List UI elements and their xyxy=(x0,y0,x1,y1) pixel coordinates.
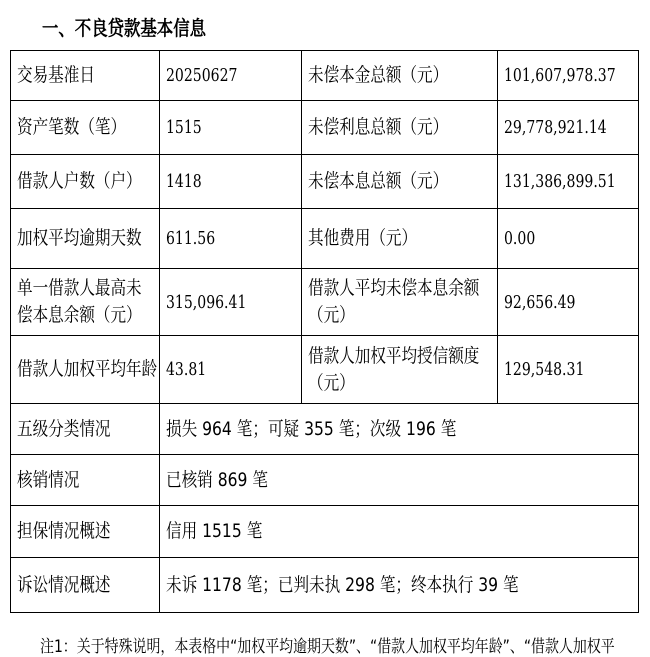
label-cell: 其他费用（元） xyxy=(302,209,498,269)
value-cell: 0.00 xyxy=(498,209,639,269)
loan-info-table xyxy=(10,50,639,613)
table-row xyxy=(11,155,639,209)
label-cell: 担保情况概述 xyxy=(11,506,160,558)
value-cell: 611.56 xyxy=(160,209,302,269)
value-cell: 43.81 xyxy=(160,336,302,404)
label-cell: 交易基准日 xyxy=(11,51,160,101)
label-cell: 单一借款人最高未偿本息余额（元） xyxy=(11,269,160,336)
value-cell: 信用 1515 笔 xyxy=(160,506,639,558)
table-row xyxy=(11,455,639,506)
value-cell: 92,656.49 xyxy=(498,269,639,336)
label-cell: 五级分类情况 xyxy=(11,404,160,455)
table-row xyxy=(11,209,639,269)
label-cell: 未偿本金总额（元） xyxy=(302,51,498,101)
label-cell: 诉讼情况概述 xyxy=(11,558,160,613)
table-row xyxy=(11,51,639,101)
value-cell: 101,607,978.37 xyxy=(498,51,639,101)
footnote: 注1：关于特殊说明，本表格中“加权平均逾期天数”、“借款人加权平均年龄”、“借款人加权平 xyxy=(40,637,615,657)
table-row xyxy=(11,101,639,155)
value-cell: 损失 964 笔；可疑 355 笔；次级 196 笔 xyxy=(160,404,639,455)
label-cell: 未偿利息总额（元） xyxy=(302,101,498,155)
table-row xyxy=(11,269,639,336)
value-cell: 20250627 xyxy=(160,51,302,101)
label-cell: 借款人加权平均授信额度（元） xyxy=(302,336,498,404)
value-cell: 129,548.31 xyxy=(498,336,639,404)
section-title: 一、不良贷款基本信息 xyxy=(42,16,206,40)
label-cell: 借款人加权平均年龄 xyxy=(11,336,160,404)
table-row xyxy=(11,336,639,404)
value-cell: 131,386,899.51 xyxy=(498,155,639,209)
table-row xyxy=(11,506,639,558)
label-cell: 未偿本息总额（元） xyxy=(302,155,498,209)
table-row xyxy=(11,558,639,613)
label-cell: 借款人户数（户） xyxy=(11,155,160,209)
value-cell: 315,096.41 xyxy=(160,269,302,336)
label-cell: 借款人平均未偿本息余额（元） xyxy=(302,269,498,336)
value-cell: 29,778,921.14 xyxy=(498,101,639,155)
value-cell: 1418 xyxy=(160,155,302,209)
value-cell: 已核销 869 笔 xyxy=(160,455,639,506)
label-cell: 核销情况 xyxy=(11,455,160,506)
value-cell: 1515 xyxy=(160,101,302,155)
label-cell: 加权平均逾期天数 xyxy=(11,209,160,269)
value-cell: 未诉 1178 笔；已判未执 298 笔；终本执行 39 笔 xyxy=(160,558,639,613)
label-cell: 资产笔数（笔） xyxy=(11,101,160,155)
table-row xyxy=(11,404,639,455)
